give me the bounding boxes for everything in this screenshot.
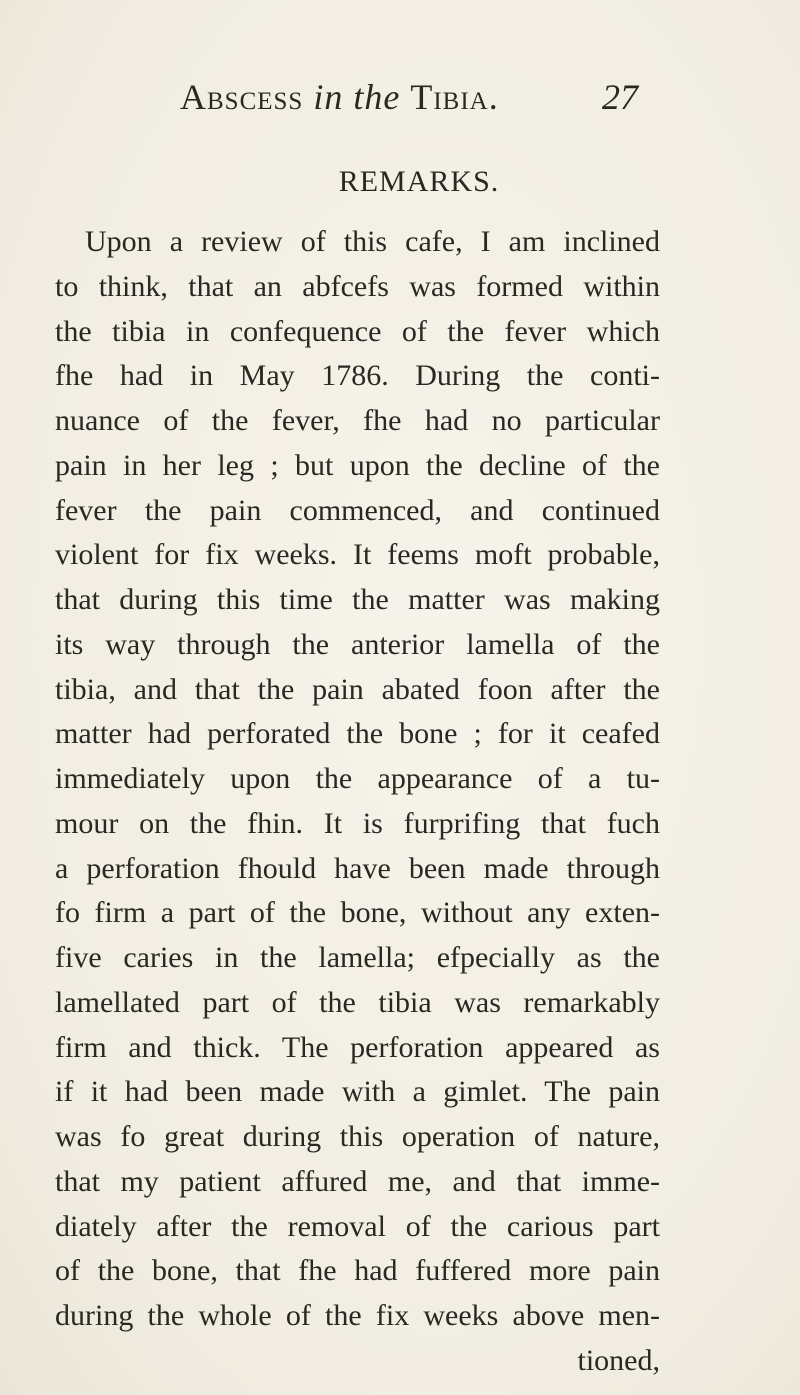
page-number: 27 (602, 77, 638, 117)
text-line: pain in her leg ; but upon the decline of the (55, 448, 660, 482)
text-line: tibia, and that the pain abated foon after the (55, 672, 660, 706)
running-head-word-tibia: Tibia. (410, 77, 499, 117)
text-line: mour on the fhin. It is furprifing that fuch (55, 806, 660, 840)
text-line: to think, that an abfcefs was formed within (55, 269, 660, 303)
text-line: that my patient affured me, and that imme- (55, 1164, 660, 1198)
text-line: during the whole of the fix weeks above men- (55, 1299, 660, 1332)
section-heading: REMARKS. (338, 165, 500, 198)
text-line: firm and thick. The perforation appeared as (55, 1030, 660, 1064)
text-line: Upon a review of this cafe, I am inclined (85, 225, 660, 258)
text-line: violent for fix weeks. It feems moft probable, (55, 538, 660, 572)
text-line: if it had been made with a gimlet. The pain (55, 1075, 660, 1109)
text-line: of the bone, that fhe had fuffered more pain (55, 1254, 660, 1288)
text-line: five caries in the lamella; efpecially as the (55, 941, 660, 974)
text-line: matter had perforated the bone ; for it ceafed (55, 717, 660, 751)
text-line: that during this time the matter was making (55, 583, 660, 616)
text-line: fever the pain commenced, and continued (55, 493, 660, 527)
running-head-title (180, 76, 499, 118)
text-line: immediately upon the appearance of a tu- (55, 762, 660, 795)
text-line: was fo great during this operation of nature, (55, 1120, 660, 1153)
running-head (60, 76, 740, 116)
text-line: fhe had in May 1786. During the conti- (55, 359, 660, 393)
text-line: nuance of the fever, fhe had no particular (55, 404, 660, 437)
catchword: tioned, (577, 1343, 660, 1377)
text-line: fo firm a part of the bone, without any exten- (55, 896, 660, 930)
text-line: the tibia in confequence of the fever which (55, 314, 660, 348)
running-head-word-abscess: Abscess (180, 77, 304, 117)
text-line: lamellated part of the tibia was remarkably (55, 985, 660, 1019)
text-line: diately after the removal of the carious part (55, 1209, 660, 1243)
text-line: a perforation fhould have been made through (55, 851, 660, 885)
running-head-word-in-the: in the (313, 77, 401, 117)
text-line: its way through the anterior lamella of the (55, 627, 660, 661)
body-text (55, 220, 660, 1384)
